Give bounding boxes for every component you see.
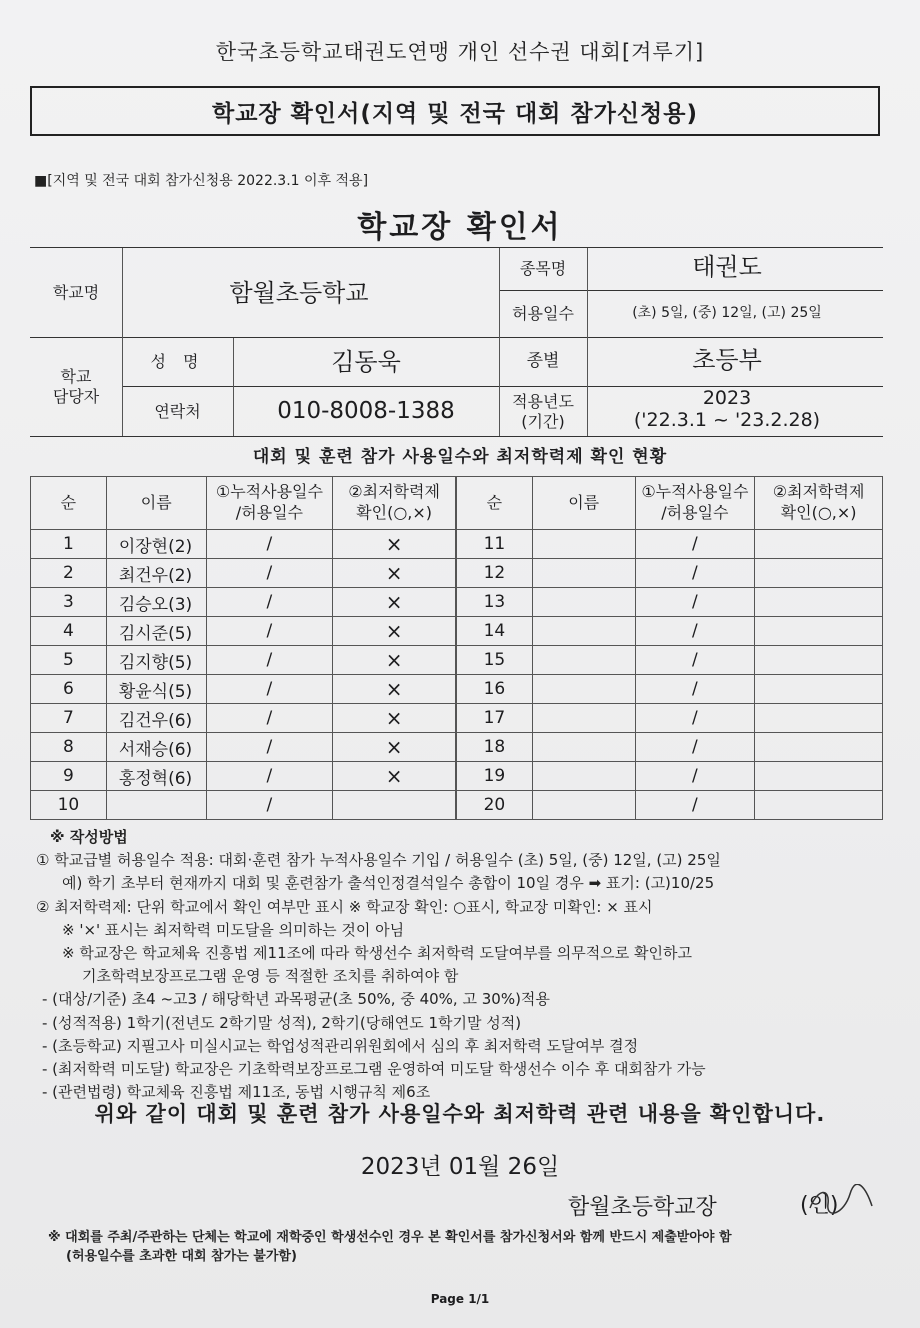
min-academic-check: × [333, 762, 456, 791]
instruction-line: ※ 학교장은 학교체육 진흥법 제11조에 따라 학생선수 최저학력 도달여부를 의무적으로 확인하고 [62, 944, 692, 963]
year-period: ('22.3.1 ~ '23.2.28) [633, 408, 821, 431]
days-used: / [206, 762, 333, 791]
table-row [457, 559, 883, 588]
table-row [457, 675, 883, 704]
participant-name: 이장현(2) [106, 530, 206, 559]
min-academic-check [755, 704, 883, 733]
days-used: / [206, 559, 333, 588]
days-used: / [635, 733, 755, 762]
days-used: / [206, 646, 333, 675]
instructions-heading: ※ 작성방법 [50, 828, 128, 846]
table-row [457, 733, 883, 762]
instruction-line: 기초학력보장프로그램 운영 등 적절한 조치를 취하여야 함 [82, 967, 459, 986]
col-check-header [755, 477, 883, 530]
col-check-line1: ②최저학력제 [772, 482, 865, 502]
year-label-line1: 적용년도 [512, 391, 574, 411]
contact-value: 010-8008-1388 [277, 398, 455, 425]
participant-name: 김건우(6) [106, 704, 206, 733]
participants-table-right [456, 476, 883, 820]
manager-label-line1: 학교 [60, 367, 92, 386]
school-name: 함월초등학교 [229, 278, 369, 307]
instruction-line: 예) 학기 초부터 현재까지 대회 및 훈련참가 출석인정결석일수 총합이 10일 경우 ➡ 표기: (고)10/25 [62, 874, 715, 893]
manager-label-line2: 담당자 [52, 387, 100, 406]
table-header-row [457, 477, 883, 530]
table-row [457, 588, 883, 617]
info-line [30, 436, 883, 437]
school-label: 학교명 [52, 282, 100, 302]
seal-mark [800, 1188, 838, 1219]
min-academic-check [755, 559, 883, 588]
days-used: / [635, 704, 755, 733]
col-days-header [635, 477, 755, 530]
table-row [31, 762, 456, 791]
instruction-line: ② 최저학력제: 단위 학교에서 확인 여부만 표시 ※ 학교장 확인: ○표시, 학교장 미확인: × 표시 [36, 897, 653, 916]
event-value: 태권도 [692, 253, 762, 281]
days-used: / [206, 704, 333, 733]
participant-name [532, 588, 635, 617]
participant-name: 황윤식(5) [106, 675, 206, 704]
organization-line: 한국초등학교태권도연맹 개인 선수권 대회[겨루기] [215, 40, 705, 64]
participant-name [532, 530, 635, 559]
days-used: / [635, 675, 755, 704]
participant-name [532, 733, 635, 762]
participants-table-left [30, 476, 456, 820]
page-number: Page 1/1 [430, 1292, 490, 1306]
row-number: 3 [31, 588, 107, 617]
instruction-line: - (성적적용) 1학기(전년도 2학기말 성적), 2학기(당해연도 1학기말 성적) [42, 1013, 522, 1032]
table-row [457, 617, 883, 646]
participant-name: 김시준(5) [106, 617, 206, 646]
footer-note [48, 1228, 898, 1266]
row-number: 16 [457, 675, 533, 704]
principal-signature-line: 함월초등학교장 [568, 1195, 717, 1220]
participant-name [532, 559, 635, 588]
row-number: 15 [457, 646, 533, 675]
min-academic-check [755, 675, 883, 704]
row-number: 5 [31, 646, 107, 675]
col-name-header: 이름 [532, 477, 635, 530]
row-number: 9 [31, 762, 107, 791]
instructions-block [36, 826, 896, 1104]
participant-name [106, 791, 206, 820]
days-used: / [206, 791, 333, 820]
row-number: 1 [31, 530, 107, 559]
participant-name [532, 762, 635, 791]
row-number: 13 [457, 588, 533, 617]
instruction-line: - (최저학력 미도달) 학교장은 기초학력보장프로그램 운영하여 미도달 학생선수 이수 후 대회참가 가능 [42, 1060, 706, 1079]
row-number: 8 [31, 733, 107, 762]
min-academic-check: × [333, 617, 456, 646]
days-used: / [206, 530, 333, 559]
manager-name: 김동욱 [331, 348, 401, 376]
table-header-row [31, 477, 456, 530]
days-used: / [206, 588, 333, 617]
category-value: 초등부 [692, 346, 762, 374]
seal-text: (인) [800, 1193, 839, 1218]
footer-note-line2: (허용일수를 초과한 대회 참가는 불가함) [66, 1249, 297, 1264]
main-title: 학교장 확인서 [357, 210, 563, 245]
instruction-line: - (초등학교) 지필고사 미실시교는 학업성적관리위원회에서 심의 후 최저학력 도달여부 결정 [42, 1036, 639, 1055]
document-title-box [30, 86, 880, 136]
days-used: / [635, 559, 755, 588]
category-label: 종별 [526, 351, 560, 372]
document-title: 학교장 확인서(지역 및 전국 대회 참가신청용) [212, 100, 698, 127]
min-academic-check: × [333, 675, 456, 704]
instruction-line: - (대상/기준) 초4 ~고3 / 해당학년 과목평균(초 50%, 중 40%, 고 30%)적용 [42, 990, 550, 1009]
participant-name [532, 791, 635, 820]
row-number: 14 [457, 617, 533, 646]
row-number: 17 [457, 704, 533, 733]
year-value: 2023 [702, 386, 752, 409]
participant-name: 김지향(5) [106, 646, 206, 675]
col-no-header: 순 [31, 477, 107, 530]
col-name-header: 이름 [106, 477, 206, 530]
signature-icon [800, 1184, 880, 1218]
participant-name: 최건우(2) [106, 559, 206, 588]
year-label [499, 387, 587, 436]
participant-name: 홍정혁(6) [106, 762, 206, 791]
instruction-line: ※ '×' 표시는 최저학력 미도달을 의미하는 것이 아님 [62, 920, 405, 939]
days-value: (초) 5일, (중) 12일, (고) 25일 [632, 304, 822, 321]
days-label: 허용일수 [512, 303, 574, 323]
row-number: 7 [31, 704, 107, 733]
manager-label [30, 338, 122, 436]
issue-date: 2023년 01월 26일 [360, 1154, 560, 1180]
min-academic-check: × [333, 559, 456, 588]
table-row [31, 559, 456, 588]
col-check-line1: ②최저학력제 [348, 482, 440, 502]
name-label: 성 명 [150, 352, 205, 371]
row-number: 20 [457, 791, 533, 820]
row-number: 19 [457, 762, 533, 791]
min-academic-check [755, 733, 883, 762]
participant-name: 김승오(3) [106, 588, 206, 617]
min-academic-check [755, 530, 883, 559]
min-academic-check: × [333, 646, 456, 675]
min-academic-check: × [333, 530, 456, 559]
table-row [31, 617, 456, 646]
contact-label: 연락처 [154, 401, 201, 421]
row-number: 11 [457, 530, 533, 559]
row-number: 2 [31, 559, 107, 588]
min-academic-check [755, 791, 883, 820]
table-row [457, 704, 883, 733]
row-number: 6 [31, 675, 107, 704]
days-used: / [206, 617, 333, 646]
participant-name: 서재승(6) [106, 733, 206, 762]
min-academic-check: × [333, 704, 456, 733]
min-academic-check [755, 588, 883, 617]
instruction-line: - (관련법령) 학교체육 진흥법 제11조, 동법 시행규칙 제6조 [42, 1083, 431, 1102]
applicability-note: ■[지역 및 전국 대회 참가신청용 2022.3.1 이후 적용] [34, 173, 369, 189]
table-row [457, 530, 883, 559]
table-row [31, 733, 456, 762]
days-used: / [206, 733, 333, 762]
min-academic-check [333, 791, 456, 820]
col-check-line2: 확인(○,×) [356, 503, 433, 522]
min-academic-check: × [333, 733, 456, 762]
days-used: / [635, 530, 755, 559]
days-used: / [635, 588, 755, 617]
status-section-title: 대회 및 훈련 참가 사용일수와 최저학력제 확인 현황 [252, 447, 668, 467]
table-row [457, 762, 883, 791]
participant-name [532, 675, 635, 704]
min-academic-check: × [333, 588, 456, 617]
col-days-line2: /허용일수 [661, 503, 729, 522]
days-used: / [635, 791, 755, 820]
col-days-line2: /허용일수 [235, 503, 304, 522]
table-row [31, 530, 456, 559]
col-no-header: 순 [457, 477, 533, 530]
days-used: / [635, 646, 755, 675]
days-used: / [206, 675, 333, 704]
min-academic-check [755, 646, 883, 675]
row-number: 10 [31, 791, 107, 820]
event-label: 종목명 [519, 259, 567, 278]
year-value-block [587, 385, 867, 434]
table-row [31, 704, 456, 733]
table-row [457, 646, 883, 675]
year-label-line2: (기간) [521, 411, 565, 431]
participant-name [532, 704, 635, 733]
table-row [31, 791, 456, 820]
participant-name [532, 646, 635, 675]
col-days-line1: ①누적사용일수 [215, 482, 323, 502]
row-number: 4 [31, 617, 107, 646]
days-used: / [635, 617, 755, 646]
footer-note-line1: ※ 대회를 주최/주관하는 단체는 학교에 재학중인 학생선수인 경우 본 확인서를 참가신청서와 함께 반드시 제출받아야 함 [48, 1230, 732, 1245]
col-days-line1: ①누적사용일수 [641, 482, 749, 502]
instruction-line: ① 학교급별 허용일수 적용: 대회·훈련 참가 누적사용일수 기입 / 허용일수 (초) 5일, (중) 12일, (고) 25일 [36, 851, 721, 870]
col-check-line2: 확인(○,×) [780, 503, 857, 522]
row-number: 12 [457, 559, 533, 588]
participant-name [532, 617, 635, 646]
table-row [457, 791, 883, 820]
min-academic-check [755, 617, 883, 646]
col-check-header [333, 477, 456, 530]
col-days-header [206, 477, 333, 530]
min-academic-check [755, 762, 883, 791]
days-used: / [635, 762, 755, 791]
table-row [31, 646, 456, 675]
table-row [31, 675, 456, 704]
confirmation-statement: 위와 같이 대회 및 훈련 참가 사용일수와 최저학력 관련 내용을 확인합니다. [94, 1102, 826, 1126]
table-row [31, 588, 456, 617]
row-number: 18 [457, 733, 533, 762]
